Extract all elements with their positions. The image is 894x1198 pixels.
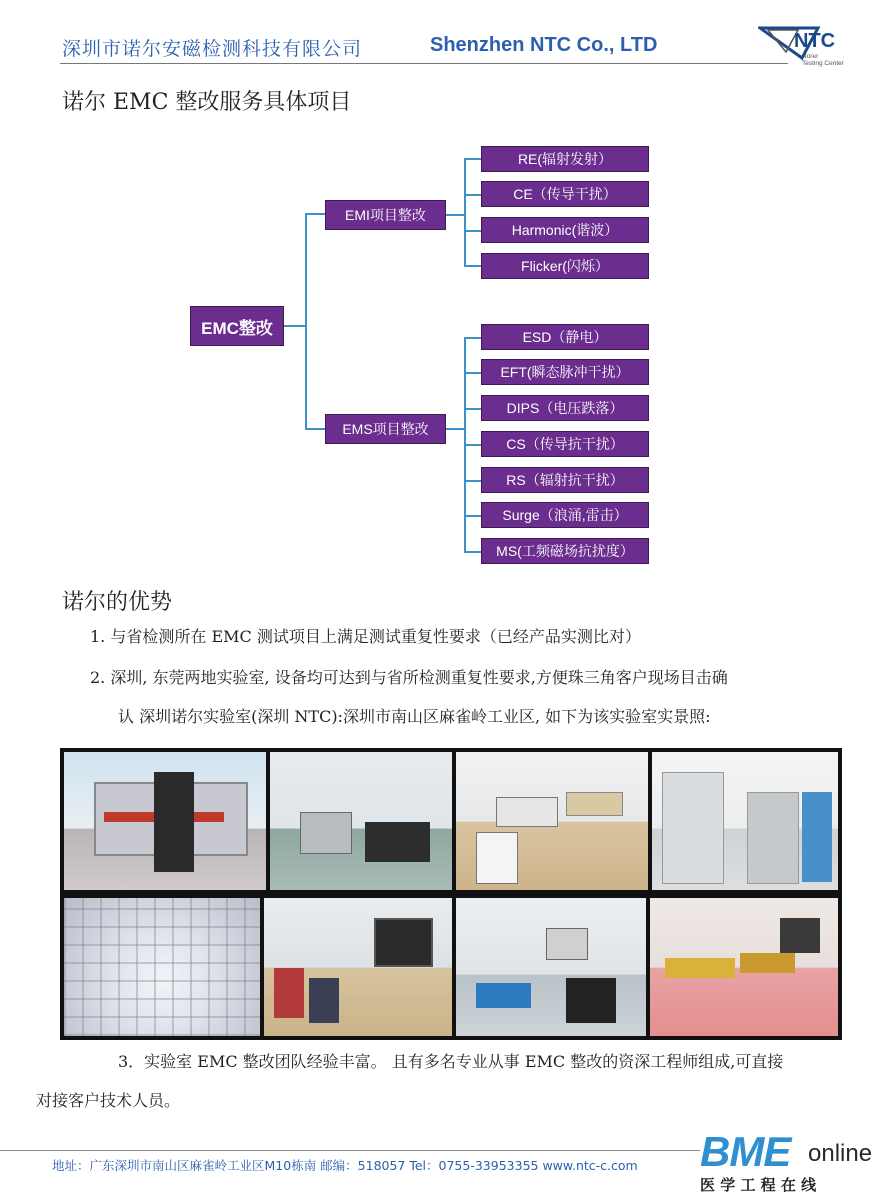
header-company-cn: 深圳市诺尔安磁检测科技有限公司: [62, 38, 363, 60]
connector: [305, 428, 325, 430]
connector: [284, 325, 306, 327]
emi-item-ce: CE（传导干扰）: [481, 181, 649, 207]
bme-logo-cn: 医 学 工 程 在 线: [700, 1176, 817, 1194]
header-divider: [60, 63, 788, 64]
connector: [464, 515, 481, 517]
connector: [464, 444, 481, 446]
footer-address: 地址：广东深圳市南山区麻雀岭工业区M10栋南 邮编：518057 Tel：0755-33953355 www.ntc-c.com: [52, 1158, 638, 1173]
connector: [464, 372, 481, 374]
diagram-ems-box: EMS项目整改: [325, 414, 446, 444]
logo-sub-2: Testing Center: [802, 60, 844, 67]
ems-item-surge: Surge（浪涌,雷击）: [481, 502, 649, 528]
connector: [464, 551, 481, 553]
connector: [305, 213, 325, 215]
lab-photo-shelves: [652, 752, 838, 890]
ems-item-rs: RS（辐射抗干扰）: [481, 467, 649, 493]
diagram-emi-box: EMI项目整改: [325, 200, 446, 230]
ems-item-dips: DIPS（电压跌落）: [481, 395, 649, 421]
lab-photo-workbench: [650, 898, 838, 1036]
connector: [464, 230, 481, 232]
advantage-item-2: 2. 深圳, 东莞两地实验室, 设备均可达到与省所检测重复性要求,方便珠三角客户现场目击确: [90, 668, 728, 687]
lab-photo-grid: [60, 748, 842, 1040]
connector: [464, 408, 481, 410]
diagram-root-box: EMC整改: [190, 306, 284, 346]
bme-online-logo: [700, 1128, 892, 1194]
connector: [464, 158, 481, 160]
connector: [446, 428, 465, 430]
advantage-item-1: 1. 与省检测所在 EMC 测试项目上满足测试重复性要求（已经产品实测比对）: [90, 627, 641, 646]
logo-sub-1: Norer: [802, 53, 819, 60]
emi-item-flicker: Flicker(闪烁）: [481, 253, 649, 279]
ntc-logo: [758, 22, 854, 70]
ems-item-esd: ESD（静电）: [481, 324, 649, 350]
section-title-advantages: 诺尔的优势: [62, 590, 173, 615]
connector: [464, 480, 481, 482]
connector: [305, 213, 307, 430]
ems-item-eft: EFT(瞬态脉冲干扰）: [481, 359, 649, 385]
bme-logo-text: BME: [700, 1128, 791, 1175]
logo-text: NTC: [794, 30, 836, 52]
ems-item-ms: MS(工频磁场抗扰度）: [481, 538, 649, 564]
emi-item-harmonic: Harmonic(谐波）: [481, 217, 649, 243]
advantage-item-2-cont: 认 深圳诺尔实验室(深圳 NTC):深圳市南山区麻雀岭工业区, 如下为该实验室实景照:: [118, 707, 711, 726]
lab-photo-building: [64, 752, 266, 890]
connector: [464, 337, 481, 339]
lab-photo-test-station: [456, 898, 646, 1036]
connector: [464, 194, 481, 196]
ems-item-cs: CS（传导抗干扰）: [481, 431, 649, 457]
header-company-en: Shenzhen NTC Co., LTD: [430, 34, 658, 56]
point-3-line-1: 3．实验室 EMC 整改团队经验丰富。 且有多名专业从事 EMC 整改的资深工程师组成,可直接: [118, 1052, 784, 1071]
lab-photo-bench-1: [270, 752, 452, 890]
section-title-services: 诺尔 EMC 整改服务具体项目: [62, 90, 352, 115]
lab-photo-anechoic-chamber: [64, 898, 260, 1036]
footer-divider: [0, 1150, 700, 1151]
online-logo-text: online: [808, 1140, 873, 1167]
connector: [464, 265, 481, 267]
lab-photo-bench-2: [456, 752, 648, 890]
point-3-line-2: 对接客户技术人员。: [36, 1091, 181, 1110]
lab-photo-engineers: [264, 898, 452, 1036]
emi-item-re: RE(辐射发射）: [481, 146, 649, 172]
connector: [464, 158, 466, 266]
connector: [446, 214, 465, 216]
